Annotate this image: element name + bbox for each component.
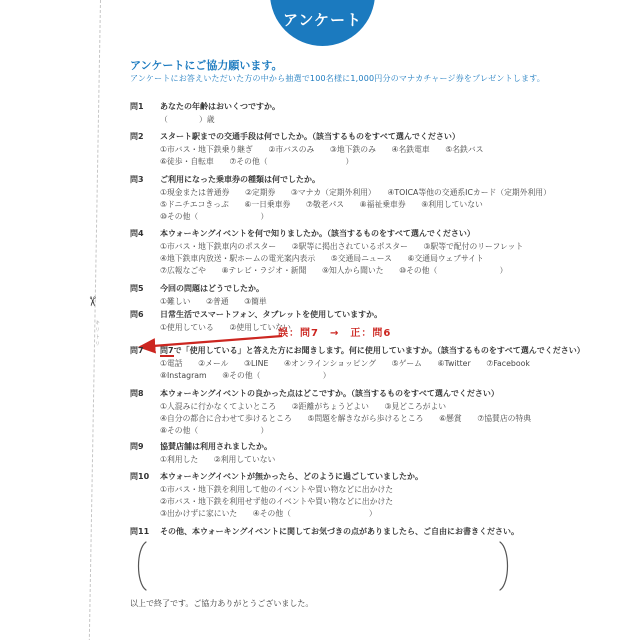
question-7 [130, 345, 585, 382]
question-4-options: ④地下鉄車内放送・駅ホームの電光案内表示 ⑤交通局ニュース ⑥交通局ウェブサイト [160, 253, 484, 263]
question-9-number: 問9 [130, 442, 144, 451]
question-10-number: 問10 [130, 472, 150, 481]
question-3 [130, 174, 551, 223]
question-2-options: ⑥徒歩・自転車 ⑦その他（ ） [160, 156, 354, 166]
scissors-icon: ✂ [83, 296, 99, 307]
question-3-options: ①現金または普通券 ②定期券 ③マナカ（定期外利用） ④TOICA等他の交通系ICカード（定期外利用） [160, 187, 551, 197]
question-10-options: ③出かけずに家にいた ④その他（ ） [160, 508, 377, 518]
question-1-title: あなたの年齢はおいくつですか。 [160, 102, 280, 111]
question-1-number: 問1 [130, 102, 144, 111]
question-6-title: 日常生活でスマートフォン、タブレットを使用していますか。 [160, 310, 383, 319]
question-11 [130, 526, 519, 539]
question-3-number: 問3 [130, 175, 144, 184]
question-4-options: ①市バス・地下鉄車内のポスター ②駅等に掲出されているポスター ③駅等で配付のリーフレット [160, 241, 524, 251]
question-4-options: ⑦広報なごや ⑧テレビ・ラジオ・新聞 ⑨知人から聞いた ⑩その他（ ） [160, 265, 508, 275]
question-7-title-misprint: 問7 [160, 346, 174, 355]
question-10-title: 本ウォーキングイベントが無かったら、どのように過ごしていましたか。 [160, 472, 424, 481]
question-4 [130, 228, 523, 277]
survey-heading: アンケートにご協力願います。 [130, 59, 283, 72]
question-7-title-rest: で「使用している」と答えた方にお聞きします。何に使用していますか。（該当するものをすべて選んでください） [173, 346, 585, 355]
survey-subheading: アンケートにお答えいただいた方の中から抽選で100名様に1,000円分のマナカチャージ券をプレゼントします。 [130, 74, 545, 83]
question-6-options: ①使用している ②使用していない [160, 322, 291, 332]
question-2-options: ①市バス・地下鉄乗り継ぎ ②市バスのみ ③地下鉄のみ ④名鉄電車 ⑤名鉄バス [160, 144, 484, 154]
question-2 [130, 131, 483, 168]
question-5 [130, 283, 267, 308]
question-8-number: 問8 [130, 389, 144, 398]
question-10-options: ②市バス・地下鉄を利用せず他のイベントや買い物などに出かけた [160, 496, 394, 506]
question-7-number: 問7 [130, 346, 144, 355]
question-3-options: ⑤ドニチエコきっぷ ⑥一日乗車券 ⑦敬老パス ⑧福祉乗車券 ⑨利用していない [160, 199, 483, 209]
question-10 [130, 471, 423, 520]
question-7-title [160, 345, 585, 358]
question-9-options: ①利用した ②利用していない [160, 454, 276, 464]
question-8-options: ⑧その他（ ） [160, 425, 269, 435]
question-5-number: 問5 [130, 284, 144, 293]
question-1 [130, 101, 280, 126]
question-3-title: ご利用になった乗車券の種類は何でしたか。 [160, 175, 320, 184]
question-6-number: 問6 [130, 310, 144, 319]
question-1-answer-blank: （ ）歳 [160, 114, 215, 124]
question-8-options: ①人混みに行かなくてよいところ ②距離がちょうどよい ③見どころがよい [160, 401, 447, 411]
correction-note: 誤：問7 → 正：問6 [278, 328, 392, 339]
question-4-title: 本ウォーキングイベントを何で知りましたか。（該当するものをすべて選んでください） [160, 229, 475, 238]
question-11-title: その他、本ウォーキングイベントに関してお気づきの点がありましたら、ご自由にお書きください。 [160, 527, 520, 536]
question-8-options: ④自分の都合に合わせて歩けるところ ⑤問題を解きながら歩けるところ ⑥懸賞 ⑦協賛店の特典 [160, 413, 532, 423]
question-5-options: ①難しい ②普通 ③簡単 [160, 296, 267, 306]
question-7-options: ①電話 ②メール ③LINE ④オンラインショッピング ⑤ゲーム ⑥Twitter ⑦Facebook [160, 358, 530, 368]
header-badge-label: アンケート [282, 11, 363, 29]
question-9-title: 協賛店舗は利用されましたか。 [160, 442, 272, 451]
cut-line-label: キリトリ [94, 320, 100, 348]
question-8 [130, 388, 531, 437]
question-4-number: 問4 [130, 229, 144, 238]
question-11-number: 問11 [130, 527, 150, 536]
question-3-options: ⑩その他（ ） [160, 211, 269, 221]
question-5-title: 今回の問題はどうでしたか。 [160, 284, 264, 293]
closing-text: 以上で終了です。ご協力ありがとうございました。 [130, 599, 314, 608]
free-answer-box [134, 541, 512, 591]
question-9 [130, 441, 275, 466]
question-10-options: ①市バス・地下鉄を利用して他のイベントや買い物などに出かけた [160, 484, 394, 494]
question-2-number: 問2 [130, 132, 144, 141]
question-2-title: スタート駅までの交通手段は何でしたか。（該当するものをすべて選んでください） [160, 132, 460, 141]
question-8-title: 本ウォーキングイベントの良かった点はどこですか。（該当するものをすべて選んでください） [160, 389, 499, 398]
question-7-options: ⑧Instagram ⑨その他（ ） [160, 370, 331, 380]
